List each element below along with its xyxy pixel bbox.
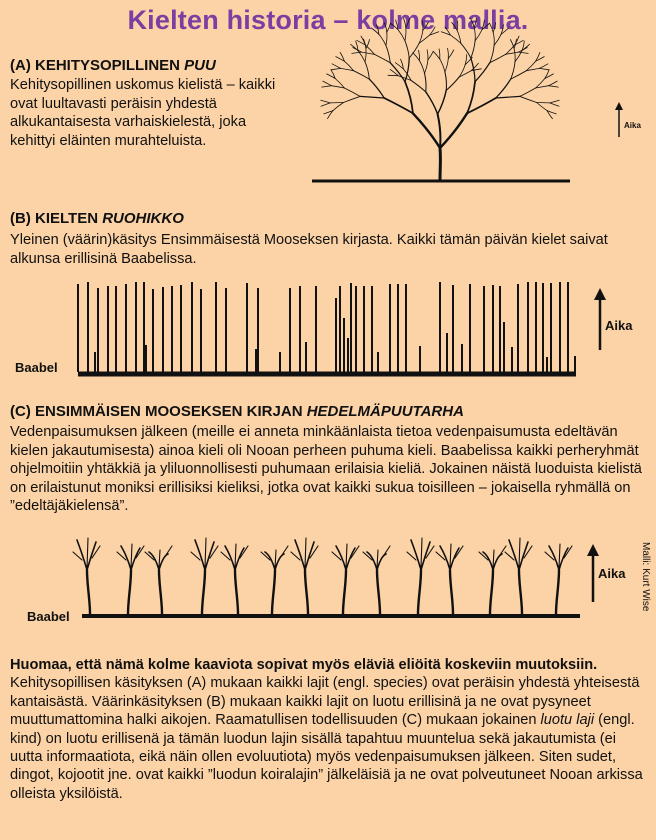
orchard-branch — [159, 554, 168, 570]
tree-branch — [406, 19, 410, 28]
tree-branch — [448, 48, 449, 58]
orchard-twig — [305, 538, 306, 568]
orchard-trunk — [235, 570, 238, 614]
tree-time-label: Aika — [624, 121, 641, 130]
orchard-trunk — [418, 570, 421, 614]
orchard-trunk — [87, 570, 90, 614]
tree-branch — [384, 23, 386, 33]
tree-branch — [375, 54, 391, 62]
orchard-twig — [131, 544, 132, 568]
tree-branch — [384, 98, 413, 113]
orchard-trunk — [343, 570, 346, 614]
tree-branch — [467, 82, 475, 114]
orchard-branch — [205, 542, 214, 570]
tree-branch — [440, 59, 445, 72]
orchard-branch — [346, 548, 355, 570]
tree-branch — [471, 41, 475, 58]
orchard-trunk — [159, 570, 162, 614]
tree-branch — [461, 43, 471, 58]
section-c-title-italic: HEDELMÄPUUTARHA — [306, 403, 464, 420]
section-b-title-italic: RUOHIKKO — [102, 210, 184, 227]
orchard-twig — [73, 552, 82, 560]
note-italic: luotu laji — [540, 712, 595, 729]
tree-branch — [539, 64, 548, 69]
orchard-trunk — [272, 570, 275, 614]
tree-branch — [457, 21, 458, 31]
tree-branch — [549, 86, 559, 87]
orchard-branch — [131, 548, 140, 570]
orchard-twig — [382, 546, 390, 558]
tree-branch — [433, 51, 440, 59]
orchard-trunk — [128, 570, 131, 614]
tree-branch — [494, 34, 501, 45]
orchard-trunk — [556, 570, 559, 614]
grass-base-label: Baabel — [15, 360, 58, 375]
tree-time-arrowhead — [615, 102, 623, 110]
tree-branch — [386, 45, 390, 62]
orchard-branch — [87, 542, 96, 570]
tree-branch — [427, 50, 428, 60]
tree-branch — [369, 79, 384, 98]
orchard-twig — [519, 538, 520, 568]
orchard-twig — [205, 538, 206, 568]
tree-branch — [439, 49, 440, 59]
tree-branch — [379, 34, 386, 45]
tree-branch — [474, 28, 475, 41]
evolution-tree-diagram — [321, 18, 559, 181]
tree-branch — [419, 61, 424, 74]
section-b-title-prefix: (B) KIELTEN — [10, 210, 103, 227]
orchard-branch — [367, 552, 377, 570]
orchard-twig — [421, 538, 422, 568]
orchard-branch — [549, 546, 559, 570]
orchard-branch — [195, 540, 205, 570]
orchard-branch — [295, 540, 305, 570]
tree-branch — [321, 103, 330, 106]
orchard-branch — [77, 540, 87, 570]
tree-branch — [360, 96, 384, 98]
tree-branch — [387, 23, 391, 32]
orchard-time-label: Aika — [598, 566, 626, 581]
tree-branch — [519, 52, 529, 53]
tree-branch — [405, 41, 409, 58]
tree-branch — [413, 53, 420, 61]
orchard-branch — [493, 554, 502, 570]
tree-branch — [409, 43, 419, 58]
tree-branch — [353, 48, 362, 53]
tree-branch — [448, 50, 453, 59]
tree-branch — [550, 103, 559, 106]
tree-branch — [496, 96, 520, 98]
tree-branch — [493, 23, 495, 33]
tree-branch — [323, 81, 332, 86]
tree-branch — [490, 45, 494, 62]
orchard-trunk — [202, 570, 205, 614]
model-credit: Malli: Kurt Wise — [640, 542, 651, 612]
tree-branch — [413, 113, 440, 148]
orchard-twig — [87, 538, 88, 568]
orchard-time-arrowhead — [587, 544, 599, 556]
tree-branch — [471, 19, 475, 28]
orchard-branch — [275, 554, 284, 570]
tree-branch — [331, 68, 341, 69]
tree-branch — [520, 88, 536, 96]
tree-branch — [514, 49, 515, 62]
page-title: Kielten historia – kolme mallia. — [127, 5, 529, 35]
tree-branch — [332, 64, 341, 69]
orchard-branch — [509, 540, 519, 570]
orchard-trunk — [450, 570, 453, 614]
tree-branch — [343, 96, 360, 102]
orchard-twig — [235, 544, 236, 568]
section-c-title-prefix: (C) ENSIMMÄISEN MOOSEKSEN KIRJAN — [10, 403, 307, 420]
orchard-twig — [505, 552, 514, 560]
tree-branch — [333, 103, 343, 111]
tree-branch — [550, 100, 559, 103]
orchard-branch — [265, 552, 275, 570]
tree-branch — [511, 62, 515, 79]
tree-branch — [520, 96, 537, 102]
orchard-twig — [346, 544, 347, 568]
tree-branch — [428, 51, 433, 60]
orchard-branch — [121, 546, 131, 570]
orchard-branch — [519, 542, 528, 570]
orchard-twig — [280, 546, 288, 558]
orchard-branch — [440, 546, 450, 570]
tree-branch — [405, 28, 406, 41]
tree-branch — [423, 21, 424, 31]
section-b-text: Yleinen (väärin)käsitys Ensimmäisestä Mooseksen kirjasta. Kaikki tämän päivän kielet saivat alkunsa erillisinä Baabelissa. — [10, 232, 608, 267]
orchard-twig — [450, 544, 451, 568]
tree-branch — [475, 63, 490, 82]
orchard-trunk — [519, 570, 522, 614]
tree-branch — [354, 71, 370, 79]
tree-branch — [404, 18, 406, 27]
section-c-text: Vedenpaisumuksen jälkeen (meille ei anneta minkäänlaista tietoa vedenpaisumusta edeltävän kielen jakautumisesta) ainoa kieli oli Nooan perheen puhuma kieli. Baabelissa kaikki perheryhmät ohjelmoitiin yhtäkkiä ja yliluonnollisesti puhumaan erilaisia kieliä. Jokainen näistä luoduista kielistä on erilaistunut moniksi erillisiksi kieliksi, jotka ovat kaikki sukua toisilleen – jokaisella ryhmällä on ”edeltäjäkielensä”. — [10, 424, 642, 515]
orchard-diagram — [73, 538, 572, 614]
tree-branch — [425, 73, 427, 92]
orchard-trunk — [377, 570, 380, 614]
tree-branch — [490, 23, 494, 32]
section-a-title-prefix: (A) KEHITYSOPILLINEN — [10, 57, 185, 74]
orchard-branch — [235, 548, 244, 570]
orchard-trunk — [305, 570, 308, 614]
tree-branch — [438, 90, 447, 114]
tree-branch — [446, 77, 459, 90]
orchard-branch — [305, 542, 314, 570]
tree-branch — [322, 86, 332, 87]
note-bold: Huomaa, että nämä kolme kaaviota sopivat myös eläviä eliöitä koskeviin muutoksiin. — [10, 657, 598, 673]
orchard-branch — [421, 542, 430, 570]
tree-branch — [496, 79, 511, 98]
orchard-twig — [559, 544, 560, 568]
tree-branch — [452, 22, 458, 30]
note-text-1: Kehitysopillisen käsityksen (A) mukaan kaikki lajit (engl. species) ovat peräisin yhdestä yhteisestä kantaisästä. Väärinkäsityksen (B) mukaan kaikki lajit on luotu erillisinä ja ne ovat pysyneet muuttumattomina halki aikojen. Raamatullisen todellisuuden (C) mukaan jokainen — [10, 675, 640, 729]
orchard-twig — [291, 552, 300, 560]
tree-branch — [445, 59, 448, 72]
orchard-twig — [191, 552, 200, 560]
tree-branch — [344, 88, 360, 96]
section-a-text: Kehitysopillinen uskomus kielistä – kaikki ovat luultavasti peräisin yhdestä alkukantaisesta varhaiskielestä, joka kehittyi eläinten murahteluista. — [10, 77, 276, 149]
tree-branch — [445, 72, 447, 91]
tree-branch — [423, 22, 429, 30]
tree-branch — [321, 100, 330, 103]
tree-branch — [426, 92, 438, 114]
orchard-base-label: Baabel — [27, 609, 70, 624]
tree-branch — [537, 103, 547, 111]
orchard-branch — [483, 552, 493, 570]
tree-branch — [493, 32, 494, 45]
orchard-branch — [377, 554, 386, 570]
orchard-branch — [336, 546, 346, 570]
orchard-branch — [450, 548, 459, 570]
grass-time-arrowhead — [594, 288, 606, 300]
orchard-branch — [225, 546, 235, 570]
orchard-branch — [149, 552, 159, 570]
orchard-trunk — [490, 570, 493, 614]
grass-diagram — [78, 282, 575, 372]
orchard-twig — [164, 546, 172, 558]
tree-branch — [549, 81, 558, 86]
tree-branch — [425, 60, 428, 73]
note-text-2: (engl. kind) on luotu erillisenä ja tämän luodun lajin sisällä tapahtuu muuntelua sekä jakautumista (ei uutta informaatiota, eikä näin ollen evoluutiota) myös vedenpaisumuksen jälkeen. Siten sudet, dingot, kojootit jne. ovat kaikki ”luodun koiralajin” jälkeläisiä ja ne ovat polveutuneet Nooan arkissa olleista yksilöistä. — [10, 712, 643, 802]
orchard-twig — [407, 552, 416, 560]
tree-branch — [365, 49, 366, 62]
tree-branch — [474, 18, 476, 27]
tree-branch — [411, 80, 426, 92]
section-a-title-italic: PUU — [184, 57, 216, 74]
tree-branch — [475, 30, 482, 41]
tree-branch — [440, 113, 467, 148]
tree-branch — [539, 68, 549, 69]
grass-time-label: Aika — [605, 318, 633, 333]
tree-branch — [386, 32, 387, 45]
tree-branch — [398, 30, 405, 41]
orchard-branch — [411, 540, 421, 570]
orchard-branch — [559, 548, 568, 570]
